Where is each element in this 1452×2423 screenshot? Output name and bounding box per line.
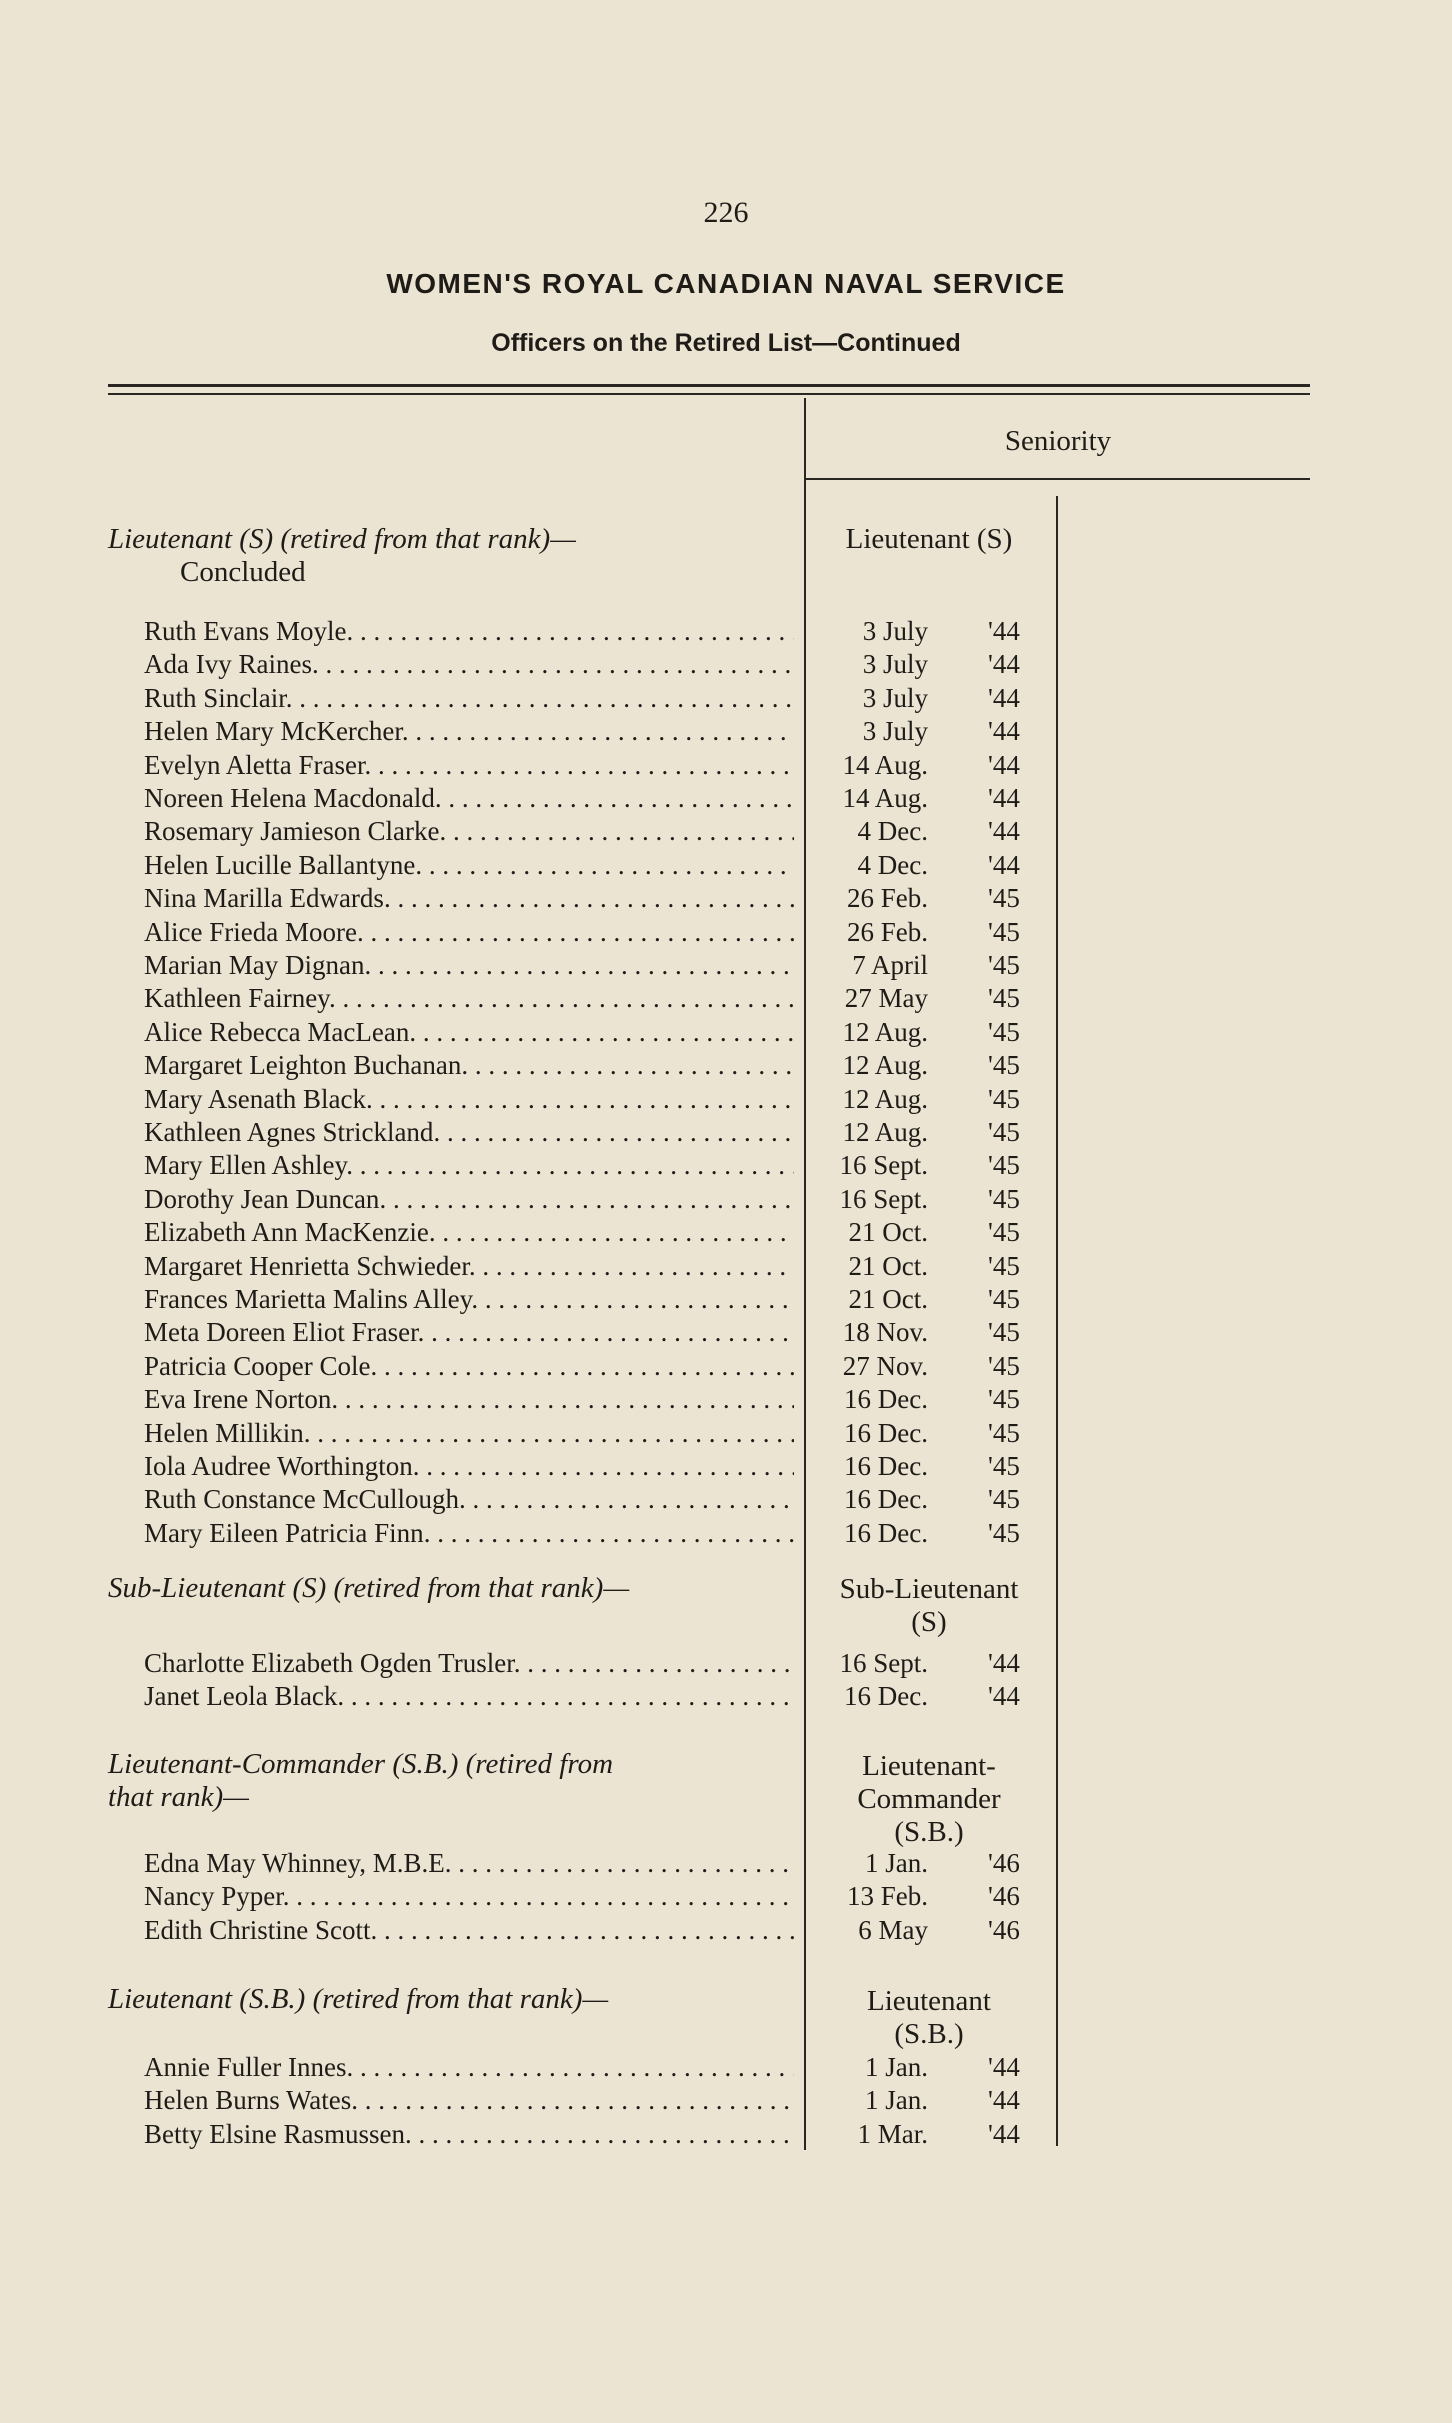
officer-name: Evelyn Aletta Fraser . . .	[144, 750, 794, 780]
seniority-date	[808, 715, 1078, 748]
seniority-year: '45	[988, 1384, 1020, 1414]
seniority-year: '44	[988, 2052, 1020, 2082]
seniority-day-month: 1 Jan.	[865, 2085, 928, 2115]
seniority-rank-label	[806, 523, 1052, 556]
seniority-year: '44	[988, 716, 1020, 746]
officer-name: Helen Burns Wates . . .	[144, 2085, 794, 2115]
seniority-rank-label	[806, 1573, 1052, 1639]
section-heading	[108, 1572, 798, 1605]
officer-name-row	[144, 1680, 794, 1713]
seniority-year: '44	[988, 616, 1020, 646]
officer-name-row	[144, 1880, 794, 1913]
section-heading-continuation: Concluded	[180, 556, 306, 588]
seniority-day-month: 4 Dec.	[857, 850, 928, 880]
seniority-year: '45	[988, 1518, 1020, 1548]
seniority-day-month: 18 Nov.	[842, 1317, 928, 1347]
officer-name: Helen Millikin . . .	[144, 1418, 794, 1448]
seniority-day-month: 16 Dec.	[844, 1681, 928, 1711]
officer-name: Nina Marilla Edwards . . .	[144, 883, 794, 913]
seniority-year: '44	[988, 1648, 1020, 1678]
officer-name: Nancy Pyper . . .	[144, 1881, 794, 1911]
seniority-day-month: 12 Aug.	[842, 1050, 928, 1080]
section-heading-title: Lieutenant (S.B.) (retired from that rank)—	[108, 1983, 609, 2015]
seniority-date	[808, 1250, 1078, 1283]
officer-name: Iola Audree Worthington . . .	[144, 1451, 794, 1481]
seniority-year: '46	[988, 1915, 1020, 1945]
rank-label-line: (S.B.)	[894, 2018, 964, 2050]
rank-label-line: Commander	[857, 1783, 1001, 1815]
seniority-date	[808, 1116, 1078, 1149]
section-heading	[108, 1983, 798, 2016]
officer-name: Annie Fuller Innes . . .	[144, 2052, 794, 2082]
header-double-rule-top	[108, 384, 1310, 387]
seniority-rank-label	[806, 1985, 1052, 2051]
officer-name: Helen Lucille Ballantyne . . .	[144, 850, 794, 880]
officer-name-row	[144, 2118, 794, 2151]
officer-name-row	[144, 1149, 794, 1182]
seniority-year: '45	[988, 1017, 1020, 1047]
seniority-day-month: 14 Aug.	[842, 783, 928, 813]
seniority-day-month: 3 July	[862, 616, 928, 646]
officer-name-row	[144, 1350, 794, 1383]
seniority-day-month: 6 May	[858, 1915, 928, 1945]
rank-label-line: Lieutenant-	[862, 1750, 996, 1782]
officer-name: Margaret Leighton Buchanan . . .	[144, 1050, 794, 1080]
officer-name-row	[144, 1116, 794, 1149]
seniority-year: '45	[988, 917, 1020, 947]
seniority-year: '45	[988, 1317, 1020, 1347]
header-double-rule-bottom	[108, 393, 1310, 395]
officer-name-row	[144, 815, 794, 848]
seniority-day-month: 1 Mar.	[857, 2119, 928, 2149]
seniority-day-month: 21 Oct.	[848, 1251, 928, 1281]
seniority-year: '44	[988, 816, 1020, 846]
seniority-day-month: 1 Jan.	[865, 2052, 928, 2082]
officer-name-row	[144, 1383, 794, 1416]
seniority-date	[808, 1383, 1078, 1416]
officer-name-row	[144, 1483, 794, 1516]
seniority-day-month: 12 Aug.	[842, 1084, 928, 1114]
seniority-day-month: 26 Feb.	[847, 883, 928, 913]
seniority-date	[808, 1847, 1078, 1880]
officer-name: Charlotte Elizabeth Ogden Trusler . . .	[144, 1648, 794, 1678]
seniority-day-month: 27 May	[844, 983, 928, 1013]
rank-label-line: Sub-Lieutenant	[839, 1573, 1019, 1605]
officer-name: Mary Asenath Black . . .	[144, 1084, 794, 1114]
seniority-date	[808, 982, 1078, 1015]
seniority-date	[808, 2051, 1078, 2084]
seniority-year: '46	[988, 1881, 1020, 1911]
seniority-date	[808, 1417, 1078, 1450]
officer-name: Eva Irene Norton . . .	[144, 1384, 794, 1414]
section-heading-title: Sub-Lieutenant (S) (retired from that rank)—	[108, 1572, 630, 1604]
seniority-year: '45	[988, 1484, 1020, 1514]
officer-name-row	[144, 715, 794, 748]
seniority-date	[808, 1680, 1078, 1713]
officer-name-row	[144, 949, 794, 982]
officer-name-row	[144, 1049, 794, 1082]
seniority-date	[808, 1450, 1078, 1483]
rank-label-line: Lieutenant (S)	[845, 523, 1013, 555]
seniority-day-month: 3 July	[862, 716, 928, 746]
seniority-date	[808, 2084, 1078, 2117]
officer-name-row	[144, 1250, 794, 1283]
officer-name-row	[144, 982, 794, 1015]
seniority-date	[808, 1016, 1078, 1049]
officer-name-row	[144, 782, 794, 815]
seniority-date	[808, 882, 1078, 915]
seniority-year: '45	[988, 1284, 1020, 1314]
seniority-day-month: 13 Feb.	[847, 1881, 928, 1911]
seniority-day-month: 21 Oct.	[848, 1217, 928, 1247]
seniority-date	[808, 782, 1078, 815]
seniority-day-month: 3 July	[862, 649, 928, 679]
name-column-divider	[804, 398, 806, 2150]
seniority-date	[808, 1880, 1078, 1913]
seniority-year: '45	[988, 1150, 1020, 1180]
seniority-date	[808, 615, 1078, 648]
section-heading-continuation: that rank)—	[108, 1781, 249, 1813]
officer-name: Margaret Henrietta Schwieder . . .	[144, 1251, 794, 1281]
officer-name-row	[144, 2084, 794, 2117]
officer-name: Mary Eileen Patricia Finn . . .	[144, 1518, 794, 1548]
officer-name-row	[144, 1183, 794, 1216]
seniority-day-month: 1 Jan.	[865, 1848, 928, 1878]
seniority-day-month: 27 Nov.	[842, 1351, 928, 1381]
seniority-header: Seniority	[1004, 425, 1112, 457]
seniority-date	[808, 1149, 1078, 1182]
seniority-year: '44	[988, 2085, 1020, 2115]
officer-name: Patricia Cooper Cole . . .	[144, 1351, 794, 1381]
seniority-year: '45	[988, 1217, 1020, 1247]
officer-name: Betty Elsine Rasmussen . . .	[144, 2119, 794, 2149]
seniority-year: '45	[988, 1084, 1020, 1114]
seniority-day-month: 16 Dec.	[844, 1384, 928, 1414]
officer-name: Edith Christine Scott . . .	[144, 1915, 794, 1945]
seniority-year: '44	[988, 2119, 1020, 2149]
seniority-date	[808, 1647, 1078, 1680]
officer-name-row	[144, 849, 794, 882]
officer-name: Alice Frieda Moore . . .	[144, 917, 794, 947]
section-heading-title: Lieutenant (S) (retired from that rank)—	[108, 523, 576, 555]
seniority-year: '44	[988, 783, 1020, 813]
officer-name-row	[144, 2051, 794, 2084]
officer-name: Ruth Evans Moyle . . .	[144, 616, 794, 646]
seniority-year: '44	[988, 750, 1020, 780]
seniority-day-month: 14 Aug.	[842, 750, 928, 780]
seniority-year: '44	[988, 1681, 1020, 1711]
seniority-year: '45	[988, 1117, 1020, 1147]
seniority-year: '45	[988, 1451, 1020, 1481]
seniority-year: '45	[988, 950, 1020, 980]
seniority-year: '46	[988, 1848, 1020, 1878]
seniority-date	[808, 1350, 1078, 1383]
seniority-day-month: 16 Dec.	[844, 1518, 928, 1548]
officer-name: Ruth Sinclair . . .	[144, 683, 794, 713]
seniority-rank-label	[806, 1750, 1052, 1849]
seniority-year: '44	[988, 850, 1020, 880]
officer-name: Rosemary Jamieson Clarke . . .	[144, 816, 794, 846]
seniority-header-underline	[806, 478, 1310, 480]
officer-name-row	[144, 882, 794, 915]
seniority-date	[808, 815, 1078, 848]
seniority-year: '45	[988, 1184, 1020, 1214]
seniority-day-month: 12 Aug.	[842, 1017, 928, 1047]
officer-name-row	[144, 1316, 794, 1349]
seniority-date	[808, 1483, 1078, 1516]
officer-name-row	[144, 1016, 794, 1049]
seniority-day-month: 16 Sept.	[839, 1648, 928, 1678]
seniority-year: '44	[988, 649, 1020, 679]
seniority-day-month: 16 Sept.	[839, 1150, 928, 1180]
officer-name-row	[144, 1914, 794, 1947]
officer-name: Ruth Constance McCullough . . .	[144, 1484, 794, 1514]
seniority-day-month: 16 Dec.	[844, 1451, 928, 1481]
seniority-day-month: 21 Oct.	[848, 1284, 928, 1314]
rank-label-line: (S.B.)	[894, 1816, 964, 1848]
seniority-day-month: 16 Dec.	[844, 1418, 928, 1448]
seniority-day-month: 7 April	[852, 950, 928, 980]
seniority-year: '45	[988, 883, 1020, 913]
officer-name: Edna May Whinney, M.B.E . . .	[144, 1848, 794, 1878]
page-title: WOMEN'S ROYAL CANADIAN NAVAL SERVICE	[386, 268, 1066, 299]
seniority-day-month: 16 Dec.	[844, 1484, 928, 1514]
rank-label-line: (S)	[911, 1606, 947, 1638]
seniority-date	[808, 648, 1078, 681]
seniority-date	[808, 1316, 1078, 1349]
section-heading	[108, 523, 798, 589]
seniority-date	[808, 1216, 1078, 1249]
officer-name: Elizabeth Ann MacKenzie . . .	[144, 1217, 794, 1247]
seniority-date	[808, 682, 1078, 715]
seniority-date	[808, 1914, 1078, 1947]
seniority-date	[808, 949, 1078, 982]
seniority-year: '45	[988, 1050, 1020, 1080]
seniority-date	[808, 749, 1078, 782]
officer-name-row	[144, 615, 794, 648]
seniority-day-month: 3 July	[862, 683, 928, 713]
officer-name: Alice Rebecca MacLean . . .	[144, 1017, 794, 1047]
officer-name-row	[144, 916, 794, 949]
seniority-day-month: 12 Aug.	[842, 1117, 928, 1147]
seniority-year: '45	[988, 1418, 1020, 1448]
officer-name-row	[144, 1083, 794, 1116]
seniority-year: '44	[988, 683, 1020, 713]
officer-name: Ada Ivy Raines . . .	[144, 649, 794, 679]
seniority-day-month: 16 Sept.	[839, 1184, 928, 1214]
officer-name-row	[144, 1417, 794, 1450]
seniority-date	[808, 916, 1078, 949]
seniority-day-month: 26 Feb.	[847, 917, 928, 947]
officer-name: Dorothy Jean Duncan . . .	[144, 1184, 794, 1214]
officer-name: Frances Marietta Malins Alley . . .	[144, 1284, 794, 1314]
page-number: 226	[703, 196, 749, 229]
section-heading-title: Lieutenant-Commander (S.B.) (retired from	[108, 1748, 614, 1780]
officer-name: Meta Doreen Eliot Fraser . . .	[144, 1317, 794, 1347]
seniority-date	[808, 849, 1078, 882]
officer-name-row	[144, 682, 794, 715]
officer-name-row	[144, 648, 794, 681]
officer-name-row	[144, 749, 794, 782]
officer-name: Noreen Helena Macdonald . . .	[144, 783, 794, 813]
seniority-day-month: 4 Dec.	[857, 816, 928, 846]
officer-name-row	[144, 1283, 794, 1316]
rank-label-line: Lieutenant	[866, 1985, 991, 2017]
seniority-date	[808, 2118, 1078, 2151]
page-subtitle: Officers on the Retired List—Continued	[491, 329, 961, 357]
officer-name-row	[144, 1647, 794, 1680]
seniority-year: '45	[988, 1251, 1020, 1281]
seniority-date	[808, 1283, 1078, 1316]
seniority-year: '45	[988, 983, 1020, 1013]
officer-name-row	[144, 1450, 794, 1483]
officer-name-row	[144, 1216, 794, 1249]
seniority-date	[808, 1083, 1078, 1116]
seniority-date	[808, 1517, 1078, 1550]
seniority-date	[808, 1049, 1078, 1082]
seniority-date	[808, 1183, 1078, 1216]
officer-name: Helen Mary McKercher . . .	[144, 716, 794, 746]
officer-name: Janet Leola Black . . .	[144, 1681, 794, 1711]
seniority-year: '45	[988, 1351, 1020, 1381]
officer-name: Marian May Dignan . . .	[144, 950, 794, 980]
officer-name: Kathleen Fairney . . .	[144, 983, 794, 1013]
officer-name-row	[144, 1847, 794, 1880]
officer-name-row	[144, 1517, 794, 1550]
section-heading	[108, 1748, 798, 1814]
officer-name: Kathleen Agnes Strickland . . .	[144, 1117, 794, 1147]
officer-name: Mary Ellen Ashley . . .	[144, 1150, 794, 1180]
